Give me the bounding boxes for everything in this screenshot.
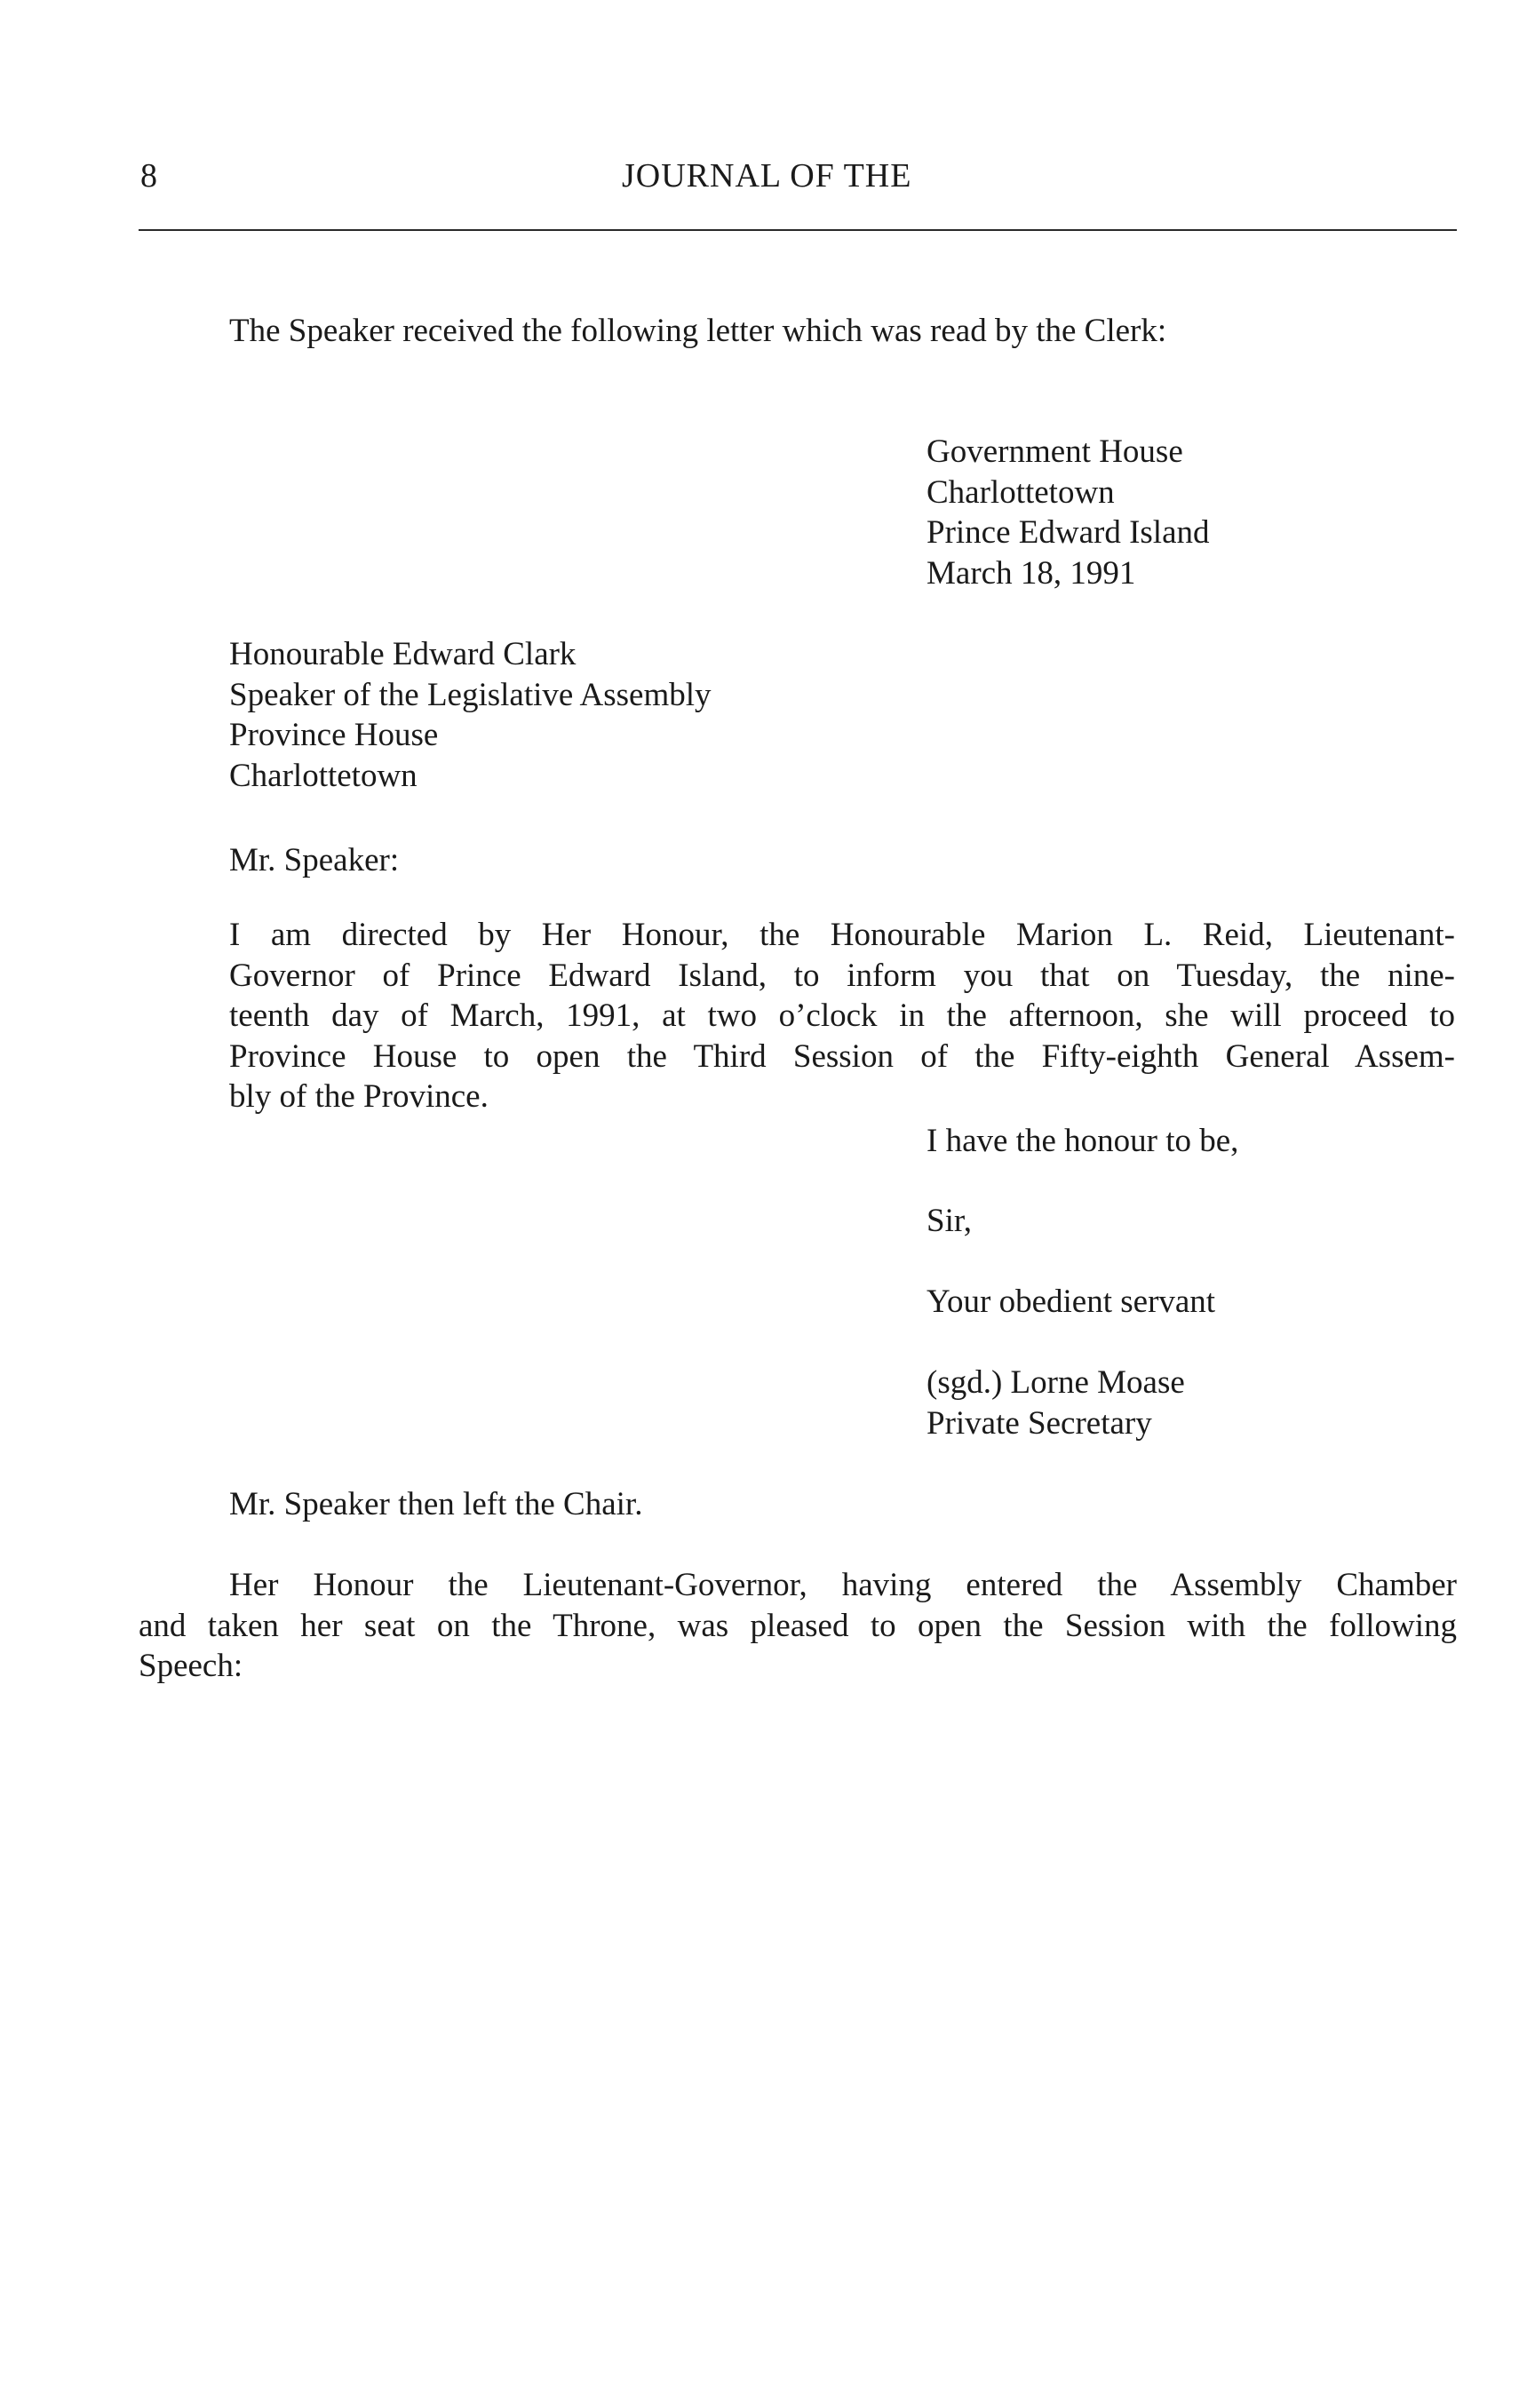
- letter-body: [229, 915, 1455, 1117]
- signature-title: Private Secretary: [927, 1404, 1152, 1442]
- closing-valediction: [927, 1282, 1215, 1323]
- header-rule: [139, 229, 1457, 231]
- salutation: [229, 840, 399, 881]
- final-paragraph-line: and taken her seat on the Throne, was pleased to open the Session with the following: [139, 1607, 1457, 1644]
- signature-name: (sgd.) Lorne Moase: [927, 1364, 1185, 1401]
- recipient-address-line: Speaker of the Legislative Assembly: [229, 676, 712, 713]
- closing-line: Sir,: [927, 1203, 972, 1239]
- recipient-address-line: Province House: [229, 717, 439, 753]
- letter-body-line: Province House to open the Third Session of the Fifty-eighth General Assem-: [229, 1037, 1455, 1075]
- running-head: JOURNAL OF THE: [622, 157, 912, 195]
- final-paragraph-line: Her Honour the Lieutenant-Governor, having entered the Assembly Chamber: [229, 1567, 1457, 1603]
- sender-address-line: Prince Edward Island: [927, 514, 1210, 551]
- intro-text: [229, 311, 1166, 352]
- letter-date: March 18, 1991: [927, 554, 1136, 592]
- closing-line: Your obedient servant: [927, 1283, 1216, 1320]
- recipient-address-line: Honourable Edward Clark: [229, 636, 577, 672]
- letter-body-line: I am directed by Her Honour, the Honourable Marion L. Reid, Lieutenant-: [229, 917, 1455, 953]
- letter-body-line: teenth day of March, 1991, at two o’clock in the afternoon, she will proceed to: [229, 997, 1455, 1034]
- closing-address: [927, 1201, 972, 1242]
- recipient-address-line: Charlottetown: [229, 757, 418, 794]
- letter-body-line: Governor of Prince Edward Island, to inform you that on Tuesday, the nine-: [229, 957, 1455, 994]
- letter-body-line: bly of the Province.: [229, 1078, 489, 1115]
- final-paragraph: [139, 1565, 1457, 1687]
- recipient-address: [229, 634, 712, 796]
- intro-line: The Speaker received the following letter which was read by the Clerk:: [229, 313, 1167, 349]
- closing-phrase: [927, 1121, 1238, 1162]
- left-chair-text: [229, 1484, 642, 1525]
- page-number: 8: [140, 157, 157, 195]
- left-chair-line: Mr. Speaker then left the Chair.: [229, 1486, 643, 1522]
- signature-block: [927, 1363, 1185, 1443]
- sender-address: [927, 432, 1210, 593]
- sender-address-line: Government House: [927, 433, 1183, 470]
- final-paragraph-line: Speech:: [139, 1648, 243, 1684]
- closing-line: I have the honour to be,: [927, 1123, 1239, 1159]
- salutation-line: Mr. Speaker:: [229, 842, 400, 878]
- sender-address-line: Charlottetown: [927, 473, 1115, 511]
